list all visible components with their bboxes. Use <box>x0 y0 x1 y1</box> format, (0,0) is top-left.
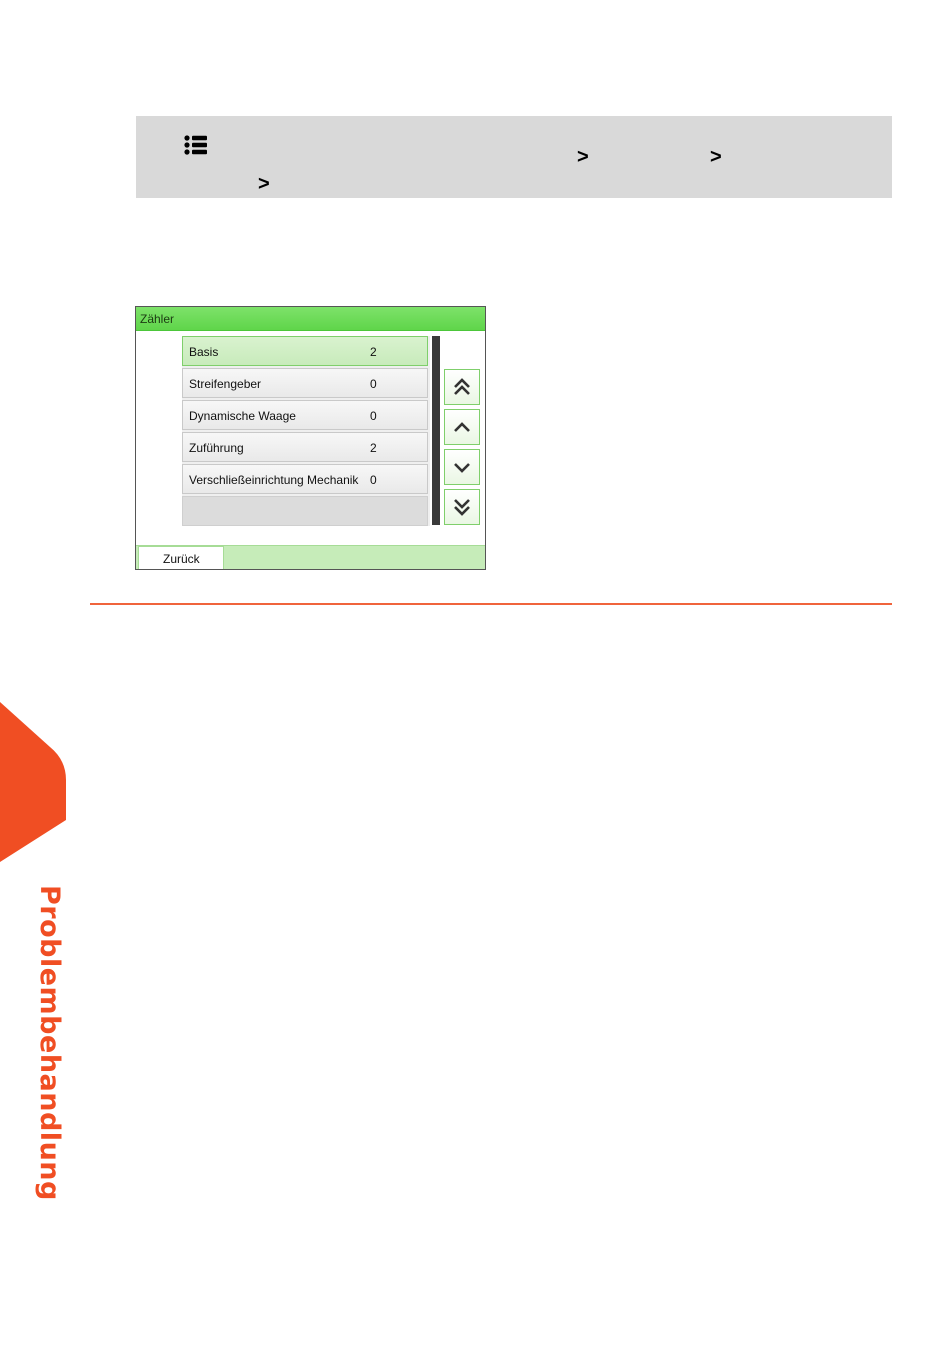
screen-title: Zähler <box>140 312 175 326</box>
path-separator: > <box>577 146 589 168</box>
counter-screen <box>135 306 486 570</box>
list-item[interactable] <box>182 464 428 494</box>
list-scrollbar[interactable] <box>432 336 440 525</box>
counter-list <box>182 336 430 526</box>
counter-name: Zuführung <box>189 441 244 455</box>
scroll-bottom-button[interactable] <box>444 489 480 525</box>
back-button-label: Zurück <box>163 552 200 566</box>
double-chevron-up-icon <box>452 377 472 397</box>
counter-value: 0 <box>370 473 377 487</box>
empty-list-item <box>182 496 428 526</box>
list-item[interactable] <box>182 368 428 398</box>
list-item[interactable] <box>182 336 428 366</box>
counter-value: 0 <box>370 409 377 423</box>
counter-value: 2 <box>370 345 377 359</box>
counter-value: 0 <box>370 377 377 391</box>
screen-header <box>136 307 485 331</box>
back-button[interactable] <box>138 546 224 569</box>
chapter-tab-shape <box>0 702 66 862</box>
counter-value: 2 <box>370 441 377 455</box>
chevron-up-icon <box>452 417 472 437</box>
section-divider <box>90 603 892 605</box>
counter-name: Basis <box>189 345 219 359</box>
scroll-down-button[interactable] <box>444 449 480 485</box>
double-chevron-down-icon <box>452 497 472 517</box>
path-separator: > <box>258 173 270 195</box>
list-menu-icon <box>184 134 208 156</box>
menu-path-box <box>136 116 892 198</box>
chevron-down-icon <box>452 457 472 477</box>
chapter-label: Problembehandlung <box>34 885 65 1201</box>
counter-name: Streifengeber <box>189 377 262 391</box>
scroll-top-button[interactable] <box>444 369 480 405</box>
scroll-up-button[interactable] <box>444 409 480 445</box>
counter-name: Verschließeinrichtung Mechanik <box>189 473 359 487</box>
list-item[interactable] <box>182 400 428 430</box>
path-separator: > <box>710 146 722 168</box>
counter-name: Dynamische Waage <box>189 409 296 423</box>
list-item[interactable] <box>182 432 428 462</box>
